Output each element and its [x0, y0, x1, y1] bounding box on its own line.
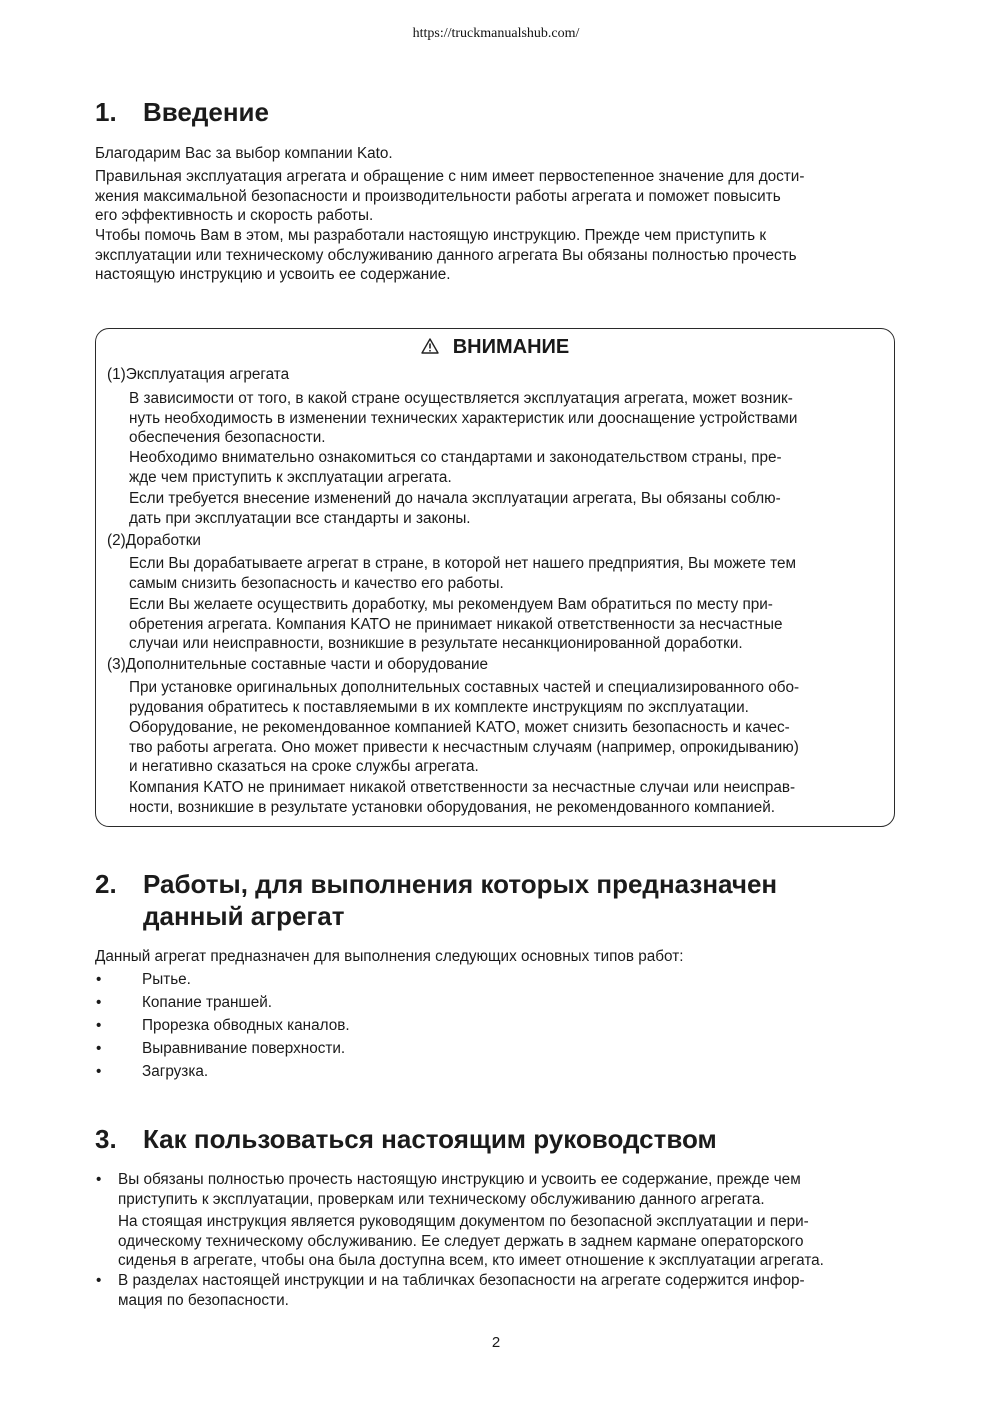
- warning-triangle-icon: [421, 338, 439, 354]
- section-2-title: Работы, для выполнения которых предназначен данный агрегат: [143, 869, 778, 931]
- warning-item-paragraph: Если Вы желаете осуществить доработку, мы рекомендуем Вам обратиться по месту при- обретения агрегата. Компания KATO не принимает никакой ответственности за несчастные случаи или неисправности, возникшие в результате несанкционированной доработки.: [129, 596, 783, 652]
- list-item: • Рытье.: [96, 971, 191, 988]
- section-1-number: 1.: [95, 97, 117, 127]
- warning-item-heading: (2)Доработки: [107, 532, 201, 549]
- section-2-heading: [95, 868, 895, 932]
- bullet-icon: •: [96, 971, 102, 988]
- section-1-paragraph: Благодарим Вас за выбор компании Kato.: [95, 145, 393, 162]
- source-url: https://truckmanualshub.com/: [412, 26, 580, 41]
- bullet-icon: •: [96, 1040, 102, 1057]
- warning-item-paragraph: Необходимо внимательно ознакомиться со стандартами и законодательством страны, пре- жде чем приступить к эксплуатации агрегата.: [129, 449, 782, 486]
- warning-item-heading: (1)Эксплуатация агрегата: [107, 366, 290, 383]
- bullet-icon: •: [96, 994, 102, 1011]
- list-item: • Прорезка обводных каналов.: [96, 1017, 350, 1034]
- warning-item-paragraph: В зависимости от того, в какой стране осуществляется эксплуатация агрегата, может возник- нуть необходимость в изменении технических характеристик или дооснащение устройствами обеспечения безопасности.: [129, 390, 798, 446]
- section-1-paragraph: Правильная эксплуатация агрегата и обращение с ним имеет первостепенное значение для дости- жения максимальной безопасности и производительности работы агрегата и поможет повысить его эффективность и скорость работы.: [95, 168, 805, 224]
- section-2-intro: Данный агрегат предназначен для выполнения следующих основных типов работ:: [95, 948, 684, 965]
- list-item: • Загрузка.: [96, 1063, 209, 1080]
- warning-item-heading: (3)Дополнительные составные части и оборудование: [107, 656, 489, 673]
- bullet-icon: •: [96, 1171, 102, 1188]
- warning-item-paragraph: Оборудование, не рекомендованное компанией KATO, может снизить безопасность и качес- тво работы агрегата. Оно может привести к несчастным случаям (например, опрокидыванию) и негативно сказаться на сроке службы агрегата.: [129, 719, 799, 775]
- warning-item-paragraph: Если Вы дорабатываете агрегат в стране, в которой нет нашего предприятия, Вы можете тем самым снизить безопасность и качество его работы.: [129, 555, 797, 592]
- list-item: • Вы обязаны полностью прочесть настоящую инструкцию и усвоить ее содержание, прежде чем приступить к эксплуатации, проверкам или техническому обслуживанию данного агрегата.: [96, 1171, 801, 1208]
- warning-item-paragraph: При установке оригинальных дополнительных составных частей и специализированного обо- рудования обратитесь к поставляемыми в их комплекте инструкциям по эксплуатации.: [129, 679, 800, 716]
- section-1-title: Введение: [143, 97, 269, 127]
- bullet-icon: •: [96, 1017, 102, 1034]
- bullet-icon: •: [96, 1272, 102, 1289]
- page-number: 2: [491, 1334, 501, 1351]
- warning-item-paragraph: Если требуется внесение изменений до начала эксплуатации агрегата, Вы обязаны соблю- дать при эксплуатации все стандарты и законы.: [129, 490, 781, 527]
- warning-title-text: ВНИМАНИЕ: [452, 336, 570, 358]
- warning-title: [95, 334, 895, 360]
- bullet-icon: •: [96, 1063, 102, 1080]
- warning-item-paragraph: Компания KATO не принимает никакой ответственности за несчастные случаи или неисправ- ности, возникшие в результате установки оборудования, не рекомендованного компанией.: [129, 779, 796, 816]
- list-item: • В разделах настоящей инструкции и на табличках безопасности на агрегате содержится инфор- мация по безопасности.: [96, 1272, 805, 1309]
- section-1-paragraph: Чтобы помочь Вам в этом, мы разработали настоящую инструкцию. Прежде чем приступить к эксплуатации или техническому обслуживанию данного агрегата Вы обязаны полностью прочесть настоящую инструкцию и усвоить ее содержание.: [95, 227, 797, 283]
- list-item: • Копание траншей.: [96, 994, 273, 1011]
- section-3-continuation: На стоящая инструкция является руководящим документом по безопасной эксплуатации и пери- одическому техническому обслуживанию. Ее следует держать в заднем кармане операторского сиденья в агрегате, чтобы она была доступна всем, кто имеет отношение к эксплуатации агрегата.: [118, 1213, 824, 1269]
- list-item: • Выравнивание поверхности.: [96, 1040, 346, 1057]
- section-2-number: 2.: [95, 869, 117, 899]
- section-3-title: Как пользоваться настоящим руководством: [143, 1124, 717, 1154]
- section-3-number: 3.: [95, 1124, 117, 1154]
- section-1-heading: [95, 96, 895, 128]
- section-3-heading: [95, 1123, 895, 1155]
